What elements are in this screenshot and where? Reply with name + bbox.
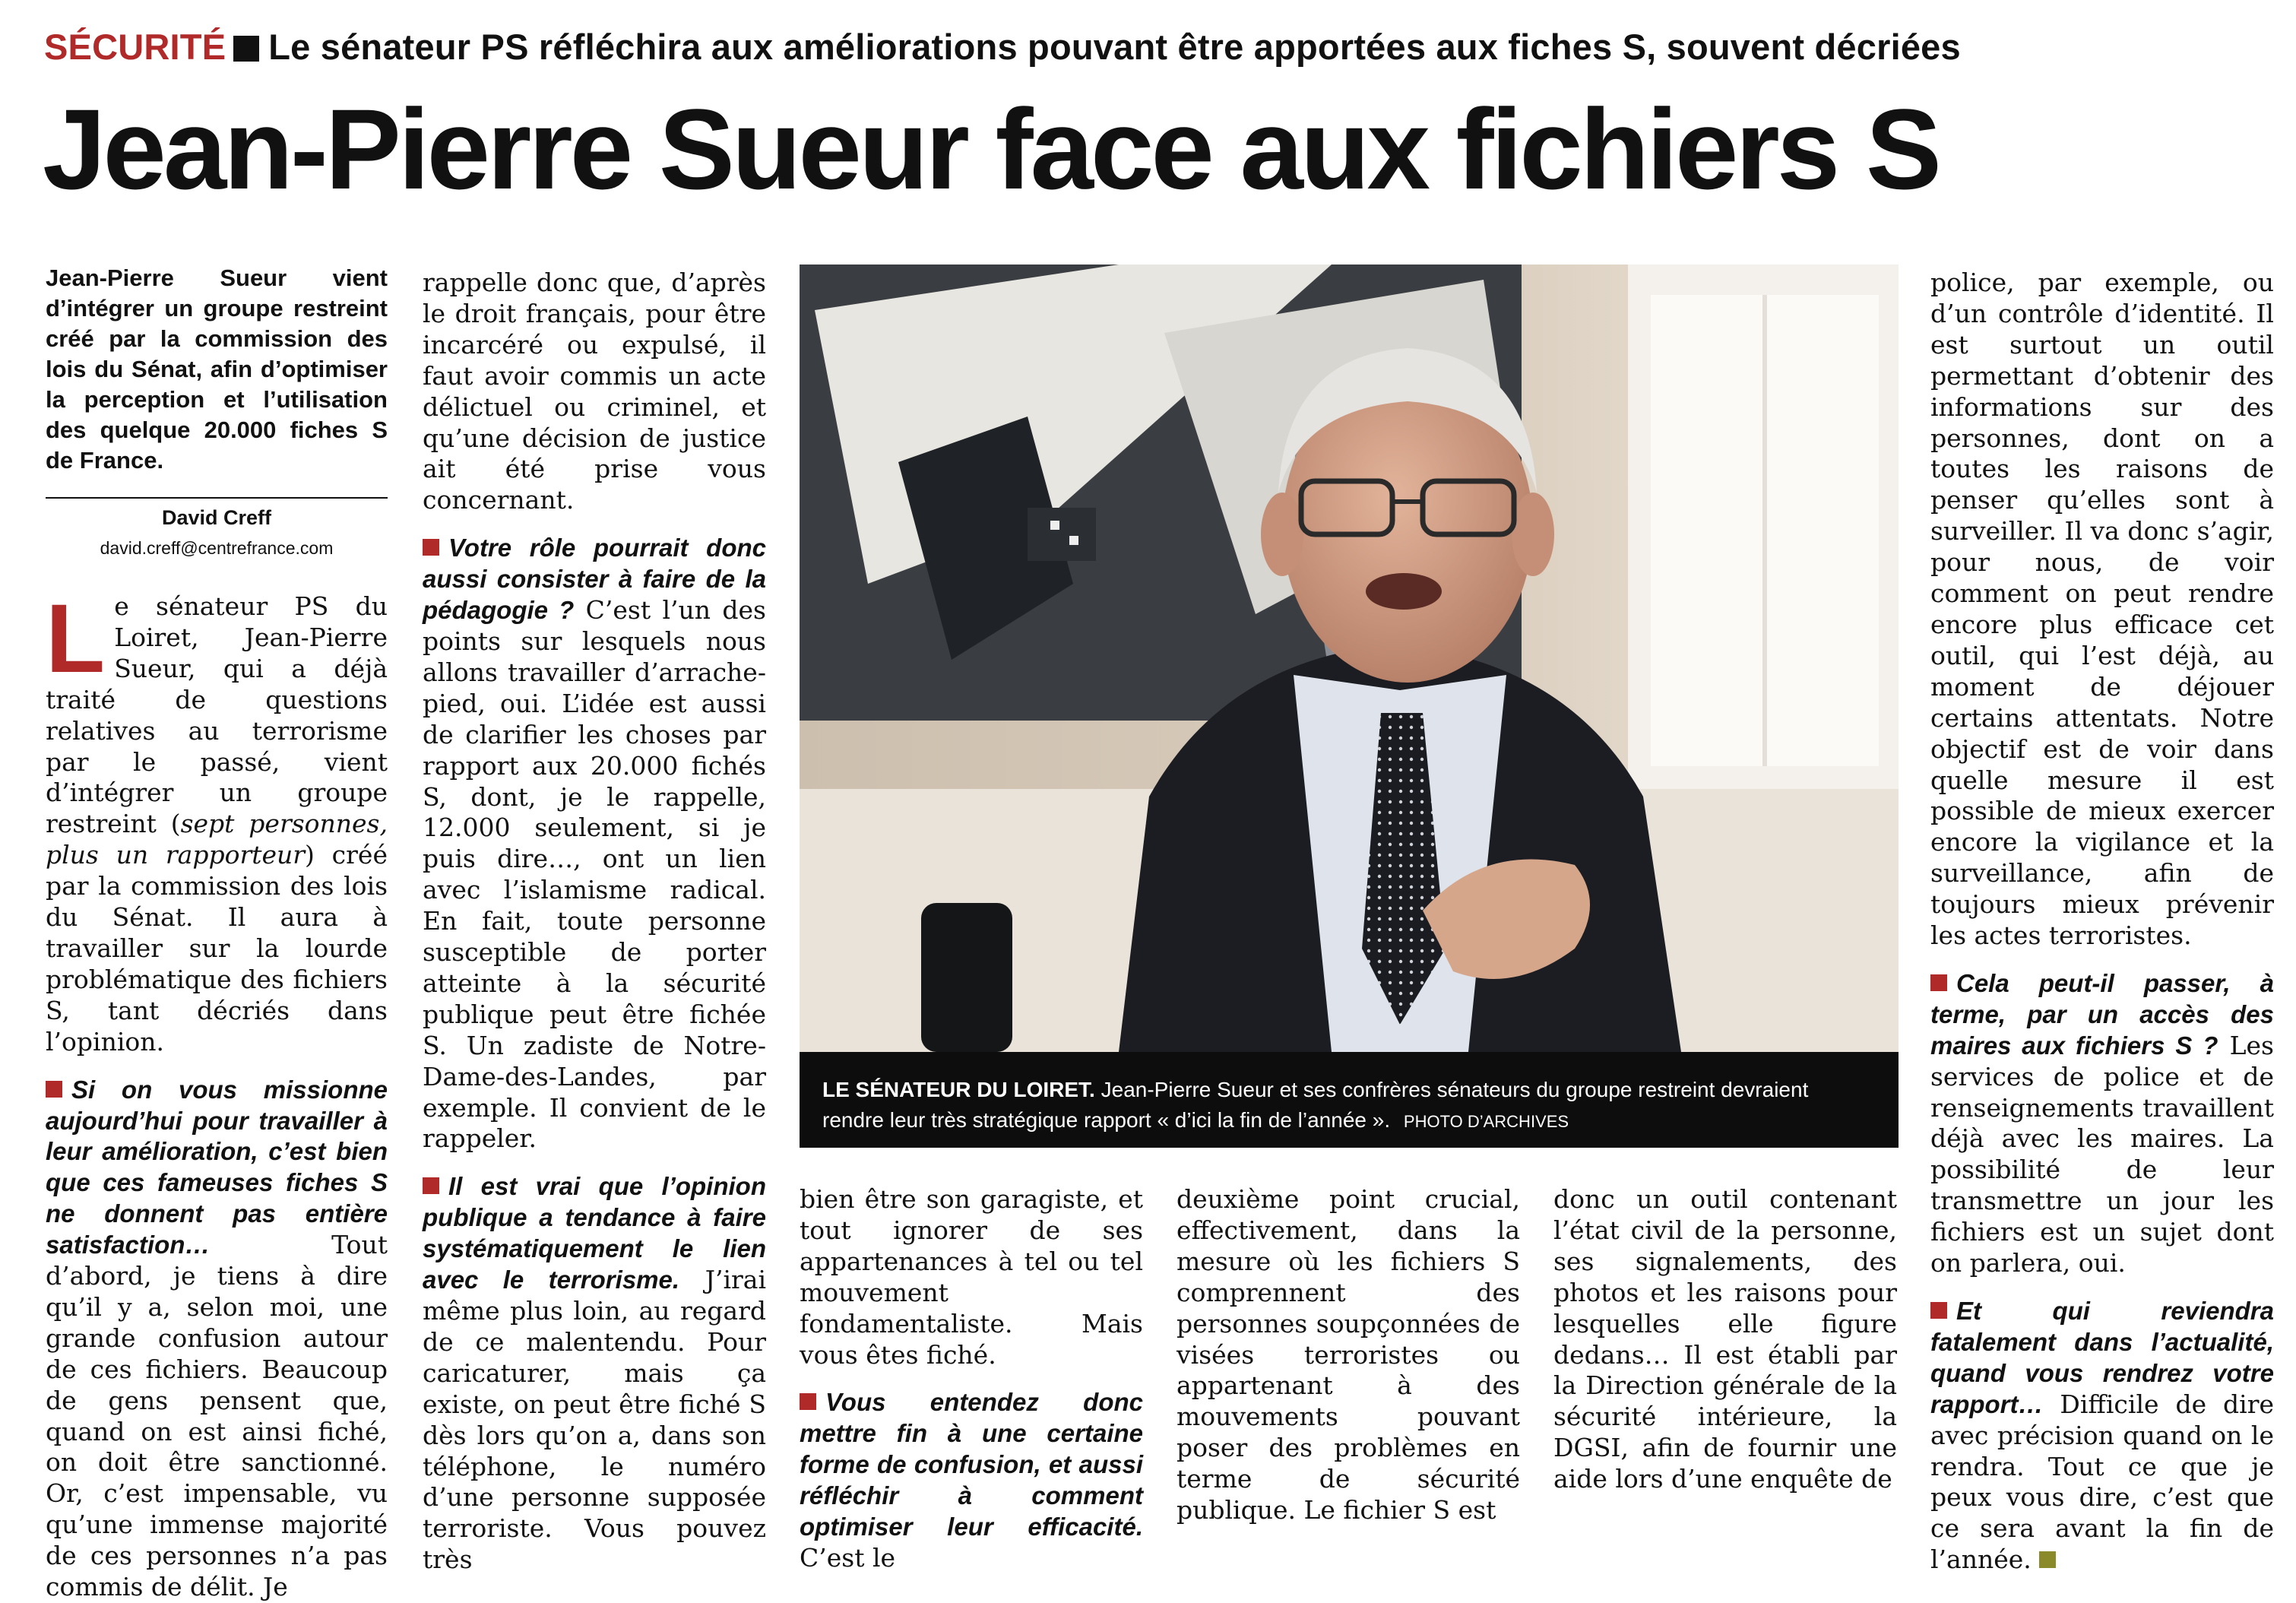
answer-text: Difficile de dire avec précision quand on le rendra. Tout ce que je peux vous dire, c’est que ce sera avant la fin de l’année. bbox=[1930, 1389, 2275, 1575]
answer-text: J’irai même plus loin, au regard de ce malentendu. Pour caricaturer, mais ça existe, on peut être fiché S dès lors qu’on a, dans son téléphone, le numéro d’une personne supposée terroriste. Vous pouvez très bbox=[423, 1265, 766, 1575]
answer-text: rappelle donc que, d’après le droit français, pour être incarcéré ou expulsé, il faut avoir commis un acte délictuel ou criminel, et qu’une décision de justice ait été prise vous concernant. bbox=[423, 268, 766, 515]
question-text: Si on vous missionne aujourd’hui pour travailler à leur amélioration, c’est bien que ces fameuses fiches S ne donnent pas entière satisfaction… bbox=[46, 1075, 388, 1259]
article-column-6 bbox=[1930, 268, 2274, 1576]
caption-text: Jean-Pierre Sueur et ses confrères sénateurs du groupe restreint devraient rendre leur très stratégique rapport « d’ici la fin de l’année ». bbox=[822, 1078, 1809, 1132]
drop-cap: L bbox=[46, 584, 106, 693]
square-bullet-icon bbox=[1930, 974, 1947, 991]
kicker-line bbox=[44, 26, 2279, 79]
byline-email: david.creff@centrefrance.com bbox=[100, 538, 334, 558]
senator-photo bbox=[800, 265, 1899, 1052]
qa-paragraph bbox=[46, 1075, 388, 1603]
answer-text: C’est l’un des points sur lesquels nous allons travailler d’arrache-pied, oui. L’idée est aussi de clarifier les choses par rapport aux 20.000 fichés S, dont, je le rappelle, 12.000 seulement, si je puis dire…, ont un lien avec l’islamisme radical. En fait, toute personne susceptible de porter atteinte à la sécurité publique peut être fichée S. Un zadiste de Notre-Dame-des-Landes, par exemple. Il convient de le rappeler. bbox=[423, 595, 766, 1154]
answer-text: Les services de police et de renseignements travaillent déjà avec les maires. La possibilité de leur transmettre un jour les fichiers est un sujet dont on parlera, oui. bbox=[1930, 1030, 2274, 1278]
headline: Jean-Pierre Sueur face aux fichiers S bbox=[43, 85, 1939, 213]
byline-divider bbox=[46, 497, 388, 499]
qa-paragraph bbox=[800, 1387, 1143, 1573]
square-bullet-icon bbox=[800, 1393, 816, 1410]
qa-paragraph bbox=[1930, 968, 2274, 1279]
article-column-4 bbox=[1177, 1184, 1520, 1526]
section-rubric: SÉCURITÉ bbox=[44, 27, 226, 67]
byline-author: David Creff bbox=[161, 506, 272, 529]
photo-credit: PHOTO D’ARCHIVES bbox=[1403, 1112, 1569, 1131]
square-bullet-icon bbox=[423, 1177, 439, 1194]
end-of-article-mark-icon bbox=[2039, 1551, 2056, 1568]
question-text: Cela peut-il passer, à terme, par un accès des maires aux fichiers S ? bbox=[1930, 968, 2274, 1060]
article-column-2 bbox=[423, 268, 766, 1576]
question-text: Et qui reviendra fatalement dans l’actualité, quand vous rendrez votre rapport… bbox=[1930, 1297, 2274, 1418]
article-column-3 bbox=[800, 1184, 1143, 1574]
caption-label: LE SÉNATEUR DU LOIRET. bbox=[822, 1078, 1095, 1101]
question-text: Il est vrai que l’opinion publique a tendance à faire systématiquement le lien avec le terrorisme. bbox=[423, 1172, 766, 1294]
intro-paragraph: Jean-Pierre Sueur vient d’intégrer un groupe restreint créé par la commission des lois du Sénat, afin d’optimiser la perception et l’utilisation des quelque 20.000 fiches S de France. bbox=[46, 265, 388, 474]
question-text: Vous entendez donc mettre fin à une certaine forme de confusion, et aussi réfléchir à comment optimiser leur efficacité. bbox=[800, 1388, 1143, 1541]
article-column-5 bbox=[1553, 1184, 1897, 1495]
qa-paragraph bbox=[423, 1171, 766, 1576]
qa-paragraph bbox=[1930, 1296, 2274, 1576]
kicker-text: Le sénateur PS réfléchira aux améliorations pouvant être apportées aux fiches S, souvent décriées bbox=[268, 27, 1961, 67]
photo-caption bbox=[800, 1052, 1899, 1148]
answer-text: police, par exemple, ou d’un contrôle d’identité. Il est surtout un outil permettant d’obtenir des informations sur des personnes, dont on a toutes les raisons de penser qu’elles sont à surveiller. Il va donc s’agir, pour nous, de voir comment on peut rendre encore plus efficace cet outil, qui l’est déjà, au moment de déjouer certains attentats. Notre objectif est de voir dans quelle mesure il est possible de mieux exercer encore la vigilance et la surveillance, afin de toujours mieux prévenir les actes terroristes. bbox=[1930, 268, 2274, 951]
square-bullet-icon bbox=[46, 1081, 62, 1098]
black-square-icon bbox=[233, 36, 259, 62]
answer-text: bien être son garagiste, et tout ignorer de ses appartenances à tel ou tel mouvement fondamentaliste. Mais vous êtes fiché. bbox=[800, 1184, 1143, 1370]
square-bullet-icon bbox=[423, 539, 439, 556]
answer-text: donc un outil contenant l’état civil de la personne, ses signalements, des photos et les raisons pour lesquelles elle figure dedans… Il est établi par la Direction générale de la sécurité intérieure, la DGSI, afin de fournir une aide lors d’une enquête de bbox=[1553, 1184, 1897, 1494]
question-text: Votre rôle pourrait donc aussi consister à faire de la pédagogie ? bbox=[423, 534, 766, 625]
answer-text: C’est le bbox=[800, 1542, 896, 1573]
lead-paragraph: Le sénateur PS du Loiret, Jean-Pierre Sueur, qui a déjà traité de questions relatives au terrorisme par le passé, vient d’intégrer un groupe restreint (sept personnes, plus un rapporteur) créé par la commission des lois du Sénat. Il aura à travailler sur la lourde problématique des fichiers S, tant décriés dans l’opinion. bbox=[46, 584, 388, 1057]
answer-text: Tout d’abord, je tiens à dire qu’il y a, selon moi, une grande confusion autour de ces fichiers. Beaucoup de gens pensent que, quand on est ainsi fiché, on doit être sanctionné. Or, c’est impensable, vu qu’une immense majorité de ces personnes n’a pas commis de délit. Je bbox=[46, 1230, 388, 1602]
answer-text: deuxième point crucial, effectivement, dans la mesure où les fichiers S comprennent des personnes soupçonnées de visées terroristes ou appartenant à des mouvements pouvant poser des problèmes en terme de sécurité publique. Le fichier S est bbox=[1177, 1184, 1520, 1525]
square-bullet-icon bbox=[1930, 1302, 1947, 1319]
qa-paragraph bbox=[423, 533, 766, 1155]
article-column-1 bbox=[46, 584, 388, 1603]
